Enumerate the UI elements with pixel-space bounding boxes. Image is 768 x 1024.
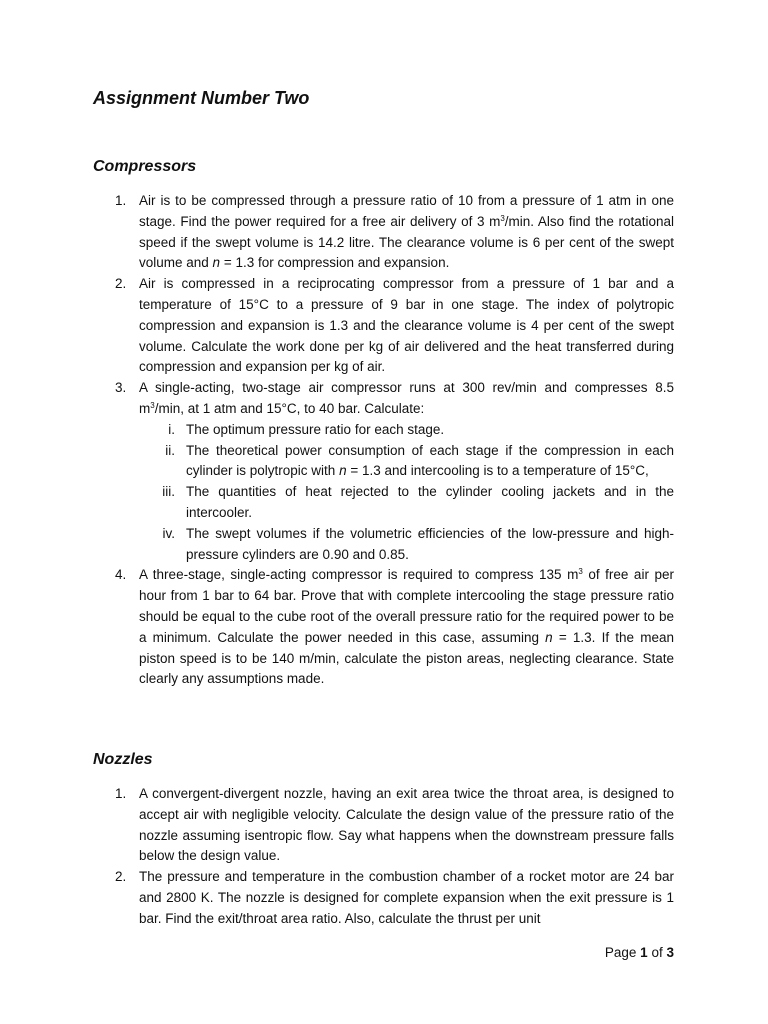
sub-question-text: The quantities of heat rejected to the cylinder cooling jackets and in the intercooler. (186, 484, 674, 520)
list-item (115, 191, 675, 274)
sub-question-text: The theoretical power consumption of each stage if the compression in each cylinder is polytropic with n = 1.3 and intercooling is to a temperature of 15°C, (186, 442, 674, 479)
list-item (115, 565, 674, 690)
question-text: Air is compressed in a reciprocating compressor from a pressure of 1 bar and a temperature of 15°C to a pressure of 9 bar in one stage. The index of polytropic compression and expansion is 1.3 and the clearance volume is 4 per cent of the swept volume. Calculate the work done per kg of air delivered and the heat transferred during compression and expansion per kg of air. (139, 276, 674, 375)
page-title: Assignment Number Two (93, 88, 310, 108)
question-text: A single-acting, two-stage air compressor runs at 300 rev/min and compresses 8.5 $m^3/\min$, at 1 atm and 15°C, to 40 bar. Calculate: (139, 380, 674, 416)
section-heading-compressors: Compressors (93, 158, 197, 175)
sub-question-text: The optimum pressure ratio for each stage. (186, 421, 445, 437)
question-text: A three-stage, single-acting compressor is required to compress 135 $m^3$ of free air per hour from 1 bar to 64 bar. Prove that with complete intercooling the stage pressure ratio should be equal to the cube root of the overall pressure ratio for the required power to be a minimum. Calculate the power needed in this case, assuming n = 1.3. If the mean piston speed is to be 140 m/min, calculate the piston areas, neglecting clearance. State clearly any assumptions made. (139, 567, 674, 687)
question-number: 2. (115, 869, 127, 885)
current-page-number: 1 (640, 945, 648, 960)
sub-question-number: iv. (162, 525, 175, 541)
compressors-question-list (115, 191, 675, 690)
question-text: The pressure and temperature in the combustion chamber of a rocket motor are 24 bar and 2800 K. The nozzle is designed for complete expansion when the exit pressure is 1 bar. Find the exit/throat area ratio. Also, calculate the thrust per unit (139, 869, 674, 926)
sub-list-item (139, 420, 674, 441)
question-number: 1. (115, 193, 127, 208)
question-number: 4. (115, 567, 127, 583)
of-label: of (651, 945, 663, 960)
list-item (115, 867, 674, 929)
question-number: 2. (115, 276, 127, 292)
list-item (115, 784, 674, 867)
list-item (115, 274, 674, 378)
sub-list-item (139, 524, 674, 566)
page-label: Page (604, 945, 637, 960)
sub-list-item (139, 441, 674, 483)
page-number-footer (605, 945, 674, 960)
question-text: A convergent-divergent nozzle, having an exit area twice the throat area, is designed to accept air with negligible velocity. Calculate the design value of the pressure ratio of the nozzle assuming isentropic flow. Say what happens when the downstream pressure falls below the design value. (139, 786, 674, 864)
sub-question-number: iii. (162, 484, 175, 500)
sub-question-text: The swept volumes if the volumetric efficiencies of the low-pressure and high-pressure cylinders are 0.90 and 0.85. (186, 525, 674, 562)
sub-question-number: ii. (165, 442, 175, 458)
section-heading-nozzles: Nozzles (93, 751, 153, 768)
total-pages-number: 3 (666, 945, 674, 960)
list-item (115, 378, 674, 565)
sub-question-number: i. (168, 421, 175, 437)
sub-question-list (139, 420, 674, 566)
sub-list-item (139, 482, 674, 524)
question-number: 1. (115, 786, 127, 801)
question-number: 3. (115, 380, 127, 396)
nozzles-question-list (115, 784, 674, 930)
question-text: Air is to be compressed through a pressure ratio of 10 from a pressure of 1 atm in one stage. Find the power required for a free air delivery of 3 $m^3/\min$. Also find the rotational speed if the swept volume is 14.2 litre. The clearance volume is 6 per cent of the swept volume and n = 1.3 for compression and expansion. (139, 193, 675, 271)
